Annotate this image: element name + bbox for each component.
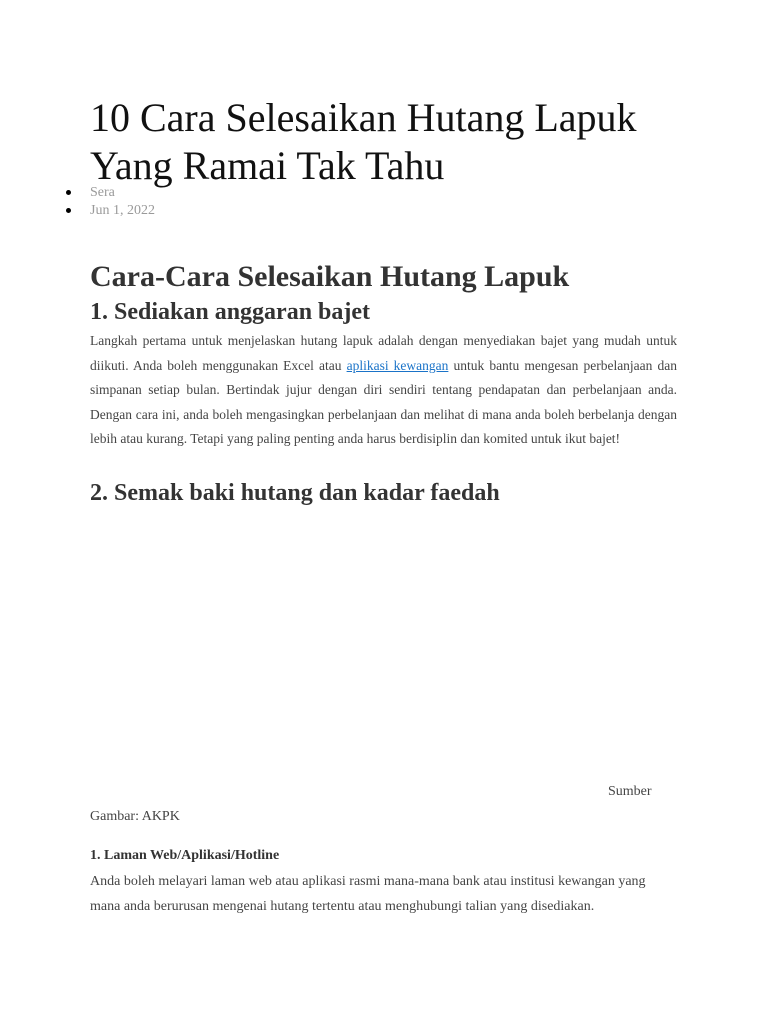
article-meta xyxy=(90,184,155,220)
image-placeholder xyxy=(90,520,677,775)
page-title: 10 Cara Selesaikan Hutang Lapuk Yang Ramai Tak Tahu xyxy=(90,95,637,188)
step1-paragraph xyxy=(90,329,677,452)
sub1-heading: 1. Laman Web/Aplikasi/Hotline xyxy=(90,848,280,863)
image-caption-credit: Gambar: AKPK xyxy=(90,809,180,824)
aplikasi-kewangan-link[interactable]: aplikasi kewangan xyxy=(346,357,449,373)
step1-heading: 1. Sediakan anggaran bajet xyxy=(90,299,371,325)
image-caption-source: Sumber xyxy=(608,784,652,799)
bullet-icon xyxy=(66,208,71,213)
bullet-icon xyxy=(66,190,71,195)
step1-text-start: Langkah pertama untuk menjelaskan hutang lapuk adalah dengan menyediakan bajet yang mudah untuk diikuti. Anda boleh menggunakan Excel atau xyxy=(90,333,677,373)
section-heading: Cara-Cara Selesaikan Hutang Lapuk xyxy=(90,260,570,293)
sub1-paragraph: Anda boleh melayari laman web atau aplikasi rasmi mana-mana bank atau institusi kewangan yang mana anda berurusan mengenai hutang tertentu atau menghubungi talian yang disediakan. xyxy=(90,874,646,914)
publish-date: Jun 1, 2022 xyxy=(90,203,155,218)
date-item xyxy=(90,202,155,220)
author-name[interactable]: Sera xyxy=(90,185,115,200)
author-item xyxy=(90,184,155,202)
step2-heading: 2. Semak baki hutang dan kadar faedah xyxy=(90,480,500,506)
step1-text-end: untuk bantu mengesan perbelanjaan dan simpanan setiap bulan. Bertindak jujur dengan diri sendiri tentang pendapatan dan perbelanjaan anda. Dengan cara ini, anda boleh mengasingkan perbelanjaan dan melihat di mana anda boleh berbelanja dengan lebih atau kurang. Tetapi yang paling penting anda harus berdisiplin dan komited untuk ikut bajet! xyxy=(90,357,677,447)
